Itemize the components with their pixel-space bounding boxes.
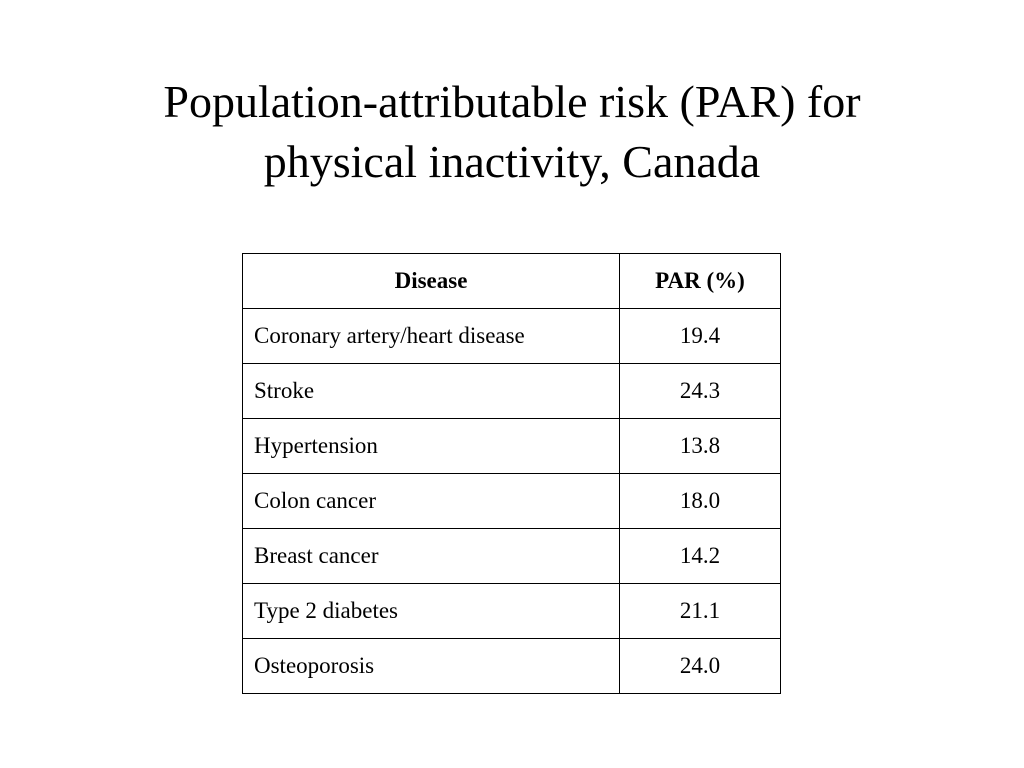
par-cell: 14.2 bbox=[620, 529, 781, 584]
table-row bbox=[243, 474, 781, 529]
par-table bbox=[242, 253, 781, 694]
slide-title-line-1: Population-attributable risk (PAR) for bbox=[163, 76, 861, 127]
par-cell: 19.4 bbox=[620, 309, 781, 364]
header-disease: Disease bbox=[243, 254, 620, 309]
slide-title-line-2: physical inactivity, Canada bbox=[263, 136, 761, 187]
disease-cell: Hypertension bbox=[243, 419, 620, 474]
header-par: PAR (%) bbox=[620, 254, 781, 309]
par-cell: 13.8 bbox=[620, 419, 781, 474]
table-row bbox=[243, 419, 781, 474]
table-body bbox=[243, 309, 781, 694]
table-row bbox=[243, 639, 781, 694]
table-row bbox=[243, 529, 781, 584]
table-row bbox=[243, 364, 781, 419]
table-row bbox=[243, 584, 781, 639]
disease-cell: Coronary artery/heart disease bbox=[243, 309, 620, 364]
par-cell: 21.1 bbox=[620, 584, 781, 639]
table-row bbox=[243, 309, 781, 364]
disease-cell: Osteoporosis bbox=[243, 639, 620, 694]
slide-title bbox=[0, 72, 1024, 192]
disease-cell: Breast cancer bbox=[243, 529, 620, 584]
disease-cell: Stroke bbox=[243, 364, 620, 419]
par-cell: 24.0 bbox=[620, 639, 781, 694]
disease-cell: Type 2 diabetes bbox=[243, 584, 620, 639]
table-header bbox=[243, 254, 781, 309]
header-row bbox=[243, 254, 781, 309]
par-cell: 18.0 bbox=[620, 474, 781, 529]
par-cell: 24.3 bbox=[620, 364, 781, 419]
disease-cell: Colon cancer bbox=[243, 474, 620, 529]
